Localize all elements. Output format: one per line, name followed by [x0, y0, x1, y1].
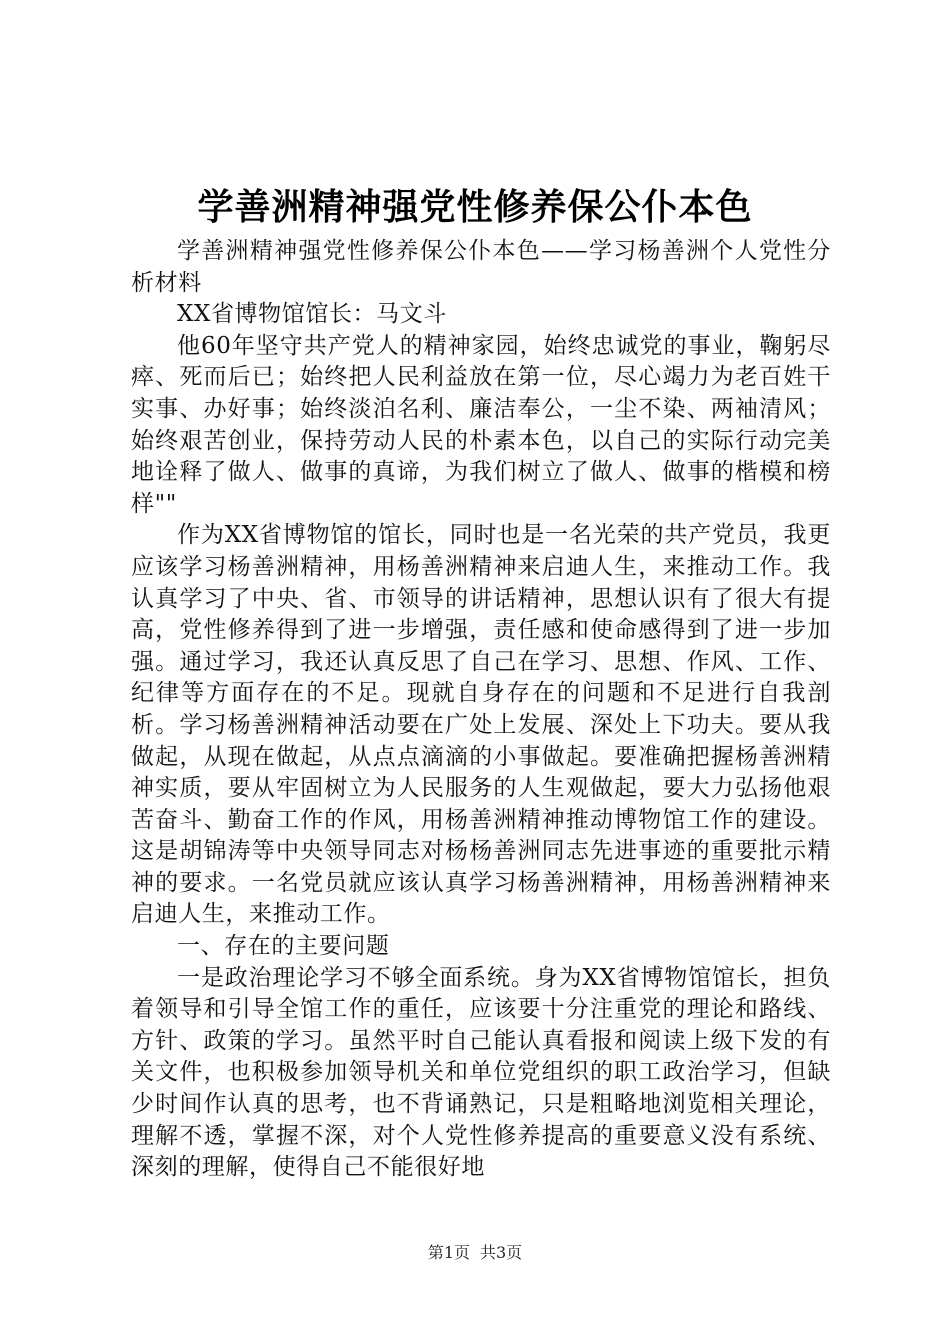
page-footer [0, 1242, 950, 1264]
author-line: XX省博物馆馆长：马文斗 [177, 301, 447, 328]
page-number: 第1页 [427, 1243, 470, 1262]
body-paragraph: 他60年坚守共产党人的精神家园，始终忠诚党的事业，鞠躬尽瘁、死而后已；始终把人民利益放在第一位，尽心竭力为老百姓干实事、办好事；始终淡泊名利、廉洁奉公，一尘不染、两袖清风；始终艰苦创业，保持劳动人民的朴素本色，以自己的实际行动完美地诠释了做人、做事的真谛，为我们树立了做人、做事的楷模和榜样"" [131, 332, 831, 517]
body-paragraph: 一是政治理论学习不够全面系统。身为XX省博物馆馆长，担负着领导和引导全馆工作的重任，应该要十分注重党的理论和路线、方针、政策的学习。虽然平时自己能认真看报和阅读上级下发的有关文件，也积极参加领导机关和单位党组织的职工政治学习，但缺少时间作认真的思考，也不背诵熟记，只是粗略地浏览相关理论，理解不透，掌握不深，对个人党性修养提高的重要意义没有系统、深刻的理解，使得自己不能很好地 [131, 964, 831, 1181]
body-paragraph: 作为XX省博物馆的馆长，同时也是一名光荣的共产党员，我更应该学习杨善洲精神，用杨善洲精神来启迪人生，来推动工作。我认真学习了中央、省、市领导的讲话精神，思想认识有了很大有提高，党性修养得到了进一步增强，责任感和使命感得到了进一步加强。通过学习，我还认真反思了自己在学习、思想、作风、工作、纪律等方面存在的不足。现就自身存在的问题和不足进行自我剖析。学习杨善洲精神活动要在广处上发展、深处上下功夫。要从我做起，从现在做起，从点点滴滴的小事做起。要准确把握杨善洲精神实质，要从牢固树立为人民服务的人生观做起，要大力弘扬他艰苦奋斗、勤奋工作的作风，用杨善洲精神推动博物馆工作的建设。这是胡锦涛等中央领导同志对杨杨善洲同志先进事迹的重要批示精神的要求。一名党员就应该认真学习杨善洲精神，用杨善洲精神来启迪人生，来推动工作。 [131, 522, 831, 928]
section-heading: 一、存在的主要问题 [177, 933, 390, 960]
document-body [131, 236, 831, 1184]
document-title: 学善洲精神强党性修养保公仆本色 [197, 187, 753, 228]
page-total: 共3页 [480, 1243, 523, 1262]
subtitle-paragraph: 学善洲精神强党性修养保公仆本色——学习杨善洲个人党性分析材料 [131, 238, 831, 296]
